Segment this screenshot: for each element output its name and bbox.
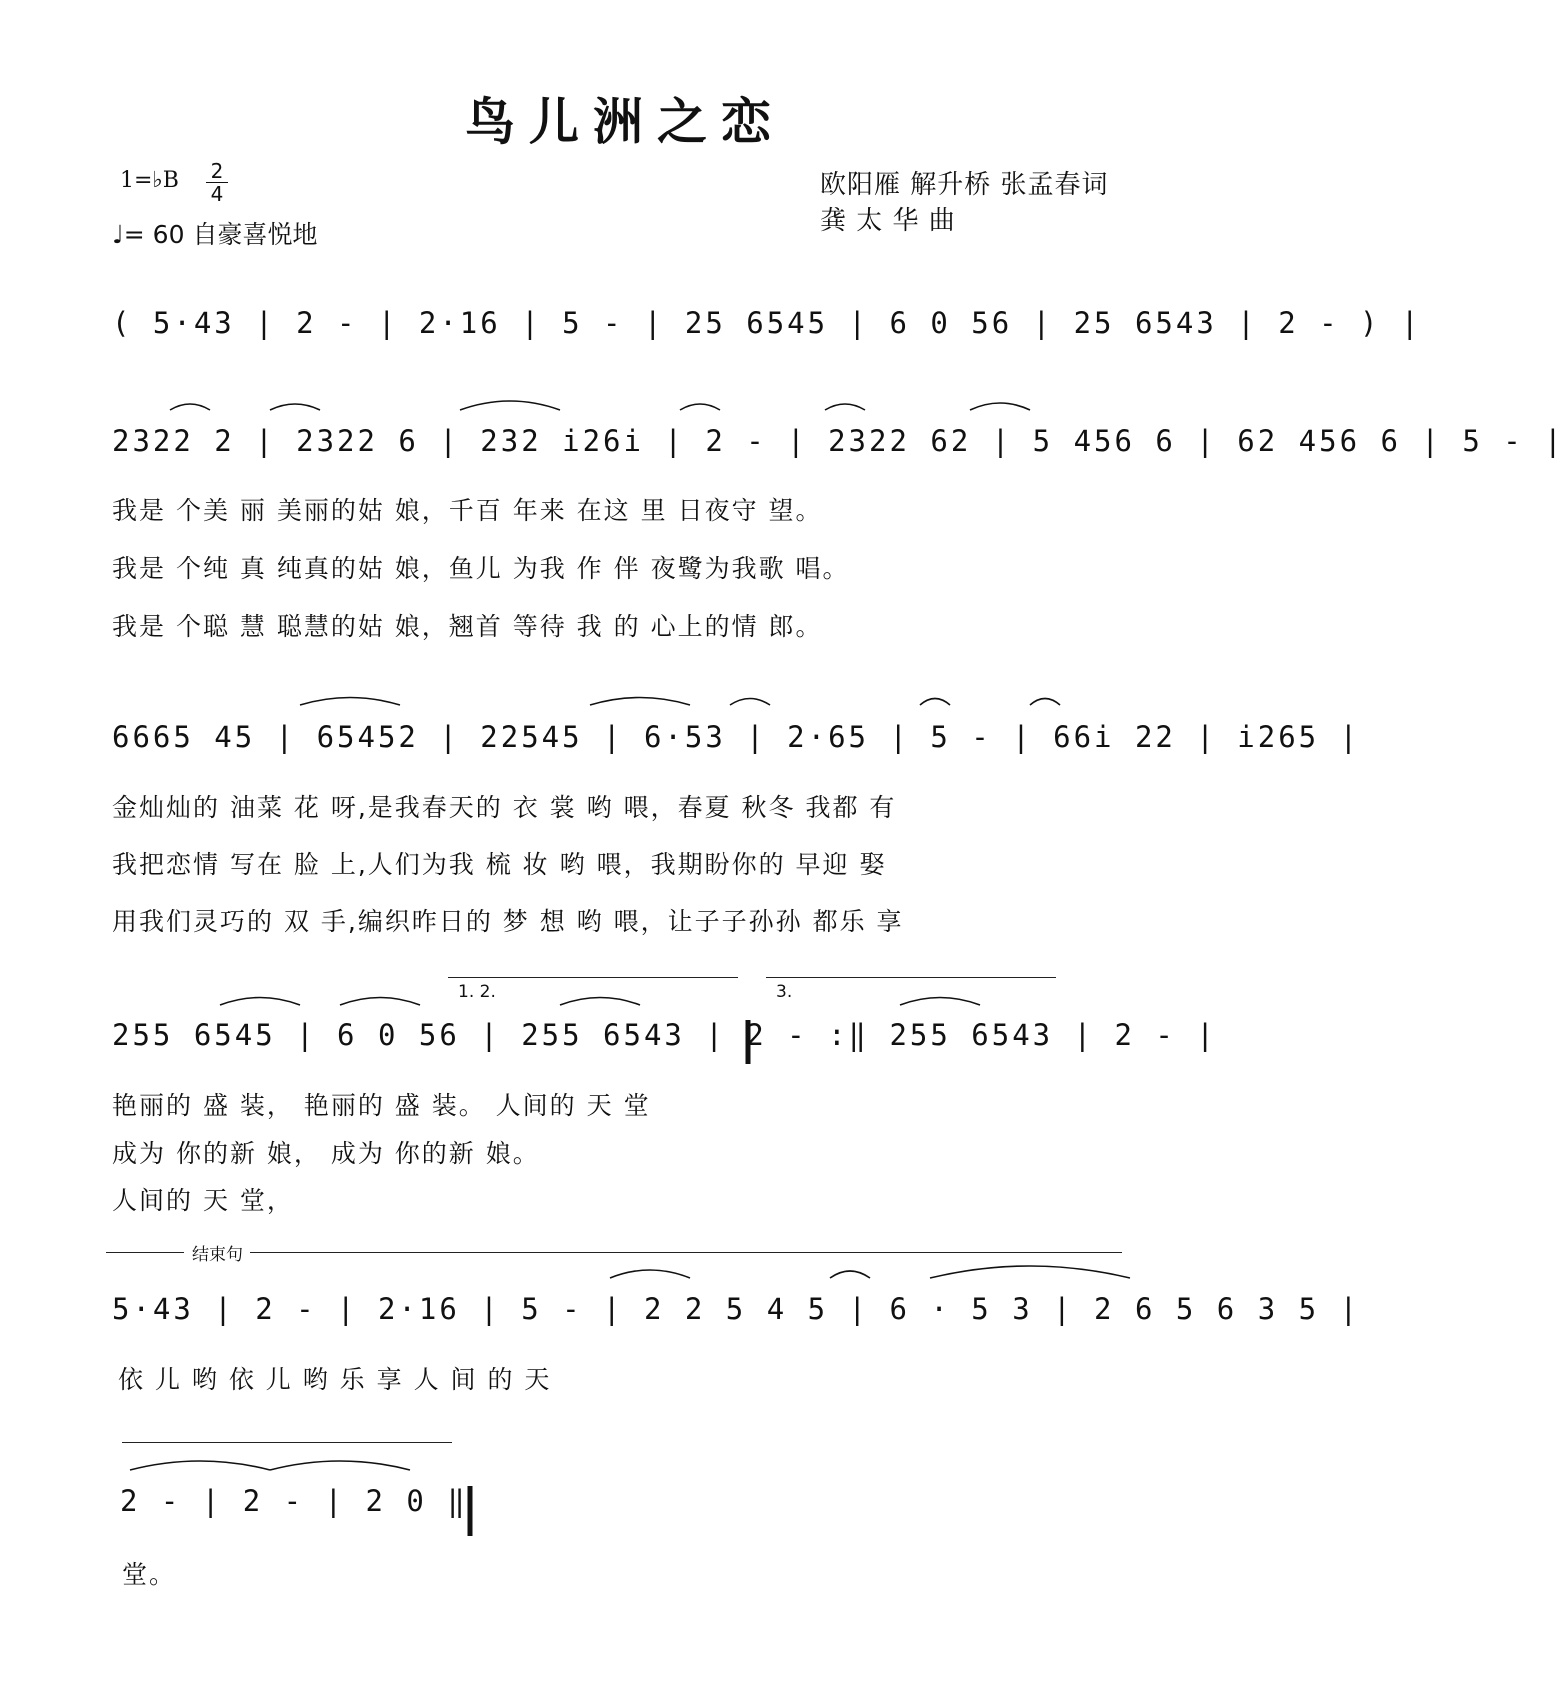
- lyrics-line-4-verse-1: 艳丽的 盛 装， 艳丽的 盛 装。 人间的 天 堂: [112, 1091, 651, 1120]
- score-line-2: 2322 2 | 2322 6 | 232 i26i | 2 - | 2322 62 | 5 456 6 | 62 456 6 | 5 - |: [112, 424, 1565, 458]
- lyrics-line-2-verse-2: 我是 个纯 真 纯真的姑 娘，鱼儿 为我 作 伴 夜鹭为我歌 唱。: [112, 554, 850, 583]
- tempo-marking: ♩= 60 自豪喜悦地: [112, 220, 318, 249]
- song-title: 鸟儿洲之恋: [465, 92, 785, 151]
- slur-mark: [300, 698, 400, 706]
- lyrics-line-4-verse-2: 成为 你的新 娘， 成为 你的新 娘。: [112, 1139, 540, 1168]
- slur-mark: [130, 1461, 270, 1470]
- slur-mark: [830, 1271, 870, 1278]
- time-signature-top: 2: [210, 159, 224, 183]
- slur-mark: [170, 404, 210, 410]
- lyrics-line-2-verse-1: 我是 个美 丽 美丽的姑 娘，千百 年来 在这 里 日夜守 望。: [112, 496, 823, 525]
- slur-mark: [900, 998, 980, 1006]
- composer-credit: 龚 太 华 曲: [820, 206, 956, 236]
- lyrics-line-4-verse-3: 人间的 天 堂，: [112, 1186, 294, 1215]
- slur-mark: [460, 401, 560, 410]
- lyrics-line-5: 依 儿 哟 依 儿 哟 乐 享 人 间 的 天: [118, 1365, 552, 1394]
- score-line-4: 255 6545 | 6 0 56 | 255 6543 | 2 - :‖ 255 6543 | 2 - |: [112, 1018, 1217, 1052]
- score-line-6: 2 - | 2 - | 2 0 ‖: [120, 1484, 468, 1518]
- slur-mark: [970, 403, 1030, 410]
- lyrics-line-6: 堂。: [122, 1560, 177, 1589]
- volta-label-3: 3.: [776, 982, 793, 1002]
- slur-mark: [560, 998, 640, 1006]
- lyrics-line-3-verse-1: 金灿灿的 油菜 花 呀,是我春天的 衣 裳 哟 喂，春夏 秋冬 我都 有: [112, 793, 897, 822]
- lyricist-credit: 欧阳雁 解升桥 张孟春词: [820, 170, 1109, 200]
- time-signature-bottom: 4: [210, 182, 224, 206]
- slur-mark: [220, 998, 300, 1006]
- slur-mark: [930, 1266, 1130, 1278]
- slur-mark: [270, 1461, 410, 1470]
- volta-label-1-2: 1. 2.: [458, 982, 496, 1002]
- slur-mark: [1030, 699, 1060, 706]
- key-signature: 1=♭B: [120, 168, 179, 193]
- lyrics-line-2-verse-3: 我是 个聪 慧 聪慧的姑 娘，翘首 等待 我 的 心上的情 郎。: [112, 612, 823, 641]
- score-line-5: 5·43 | 2 - | 2·16 | 5 - | 2 2 5 4 5 | 6 · 5 3 | 2 6 5 6 3 5 |: [112, 1292, 1361, 1326]
- coda-label: 结束句: [192, 1245, 243, 1265]
- lyrics-line-3-verse-3: 用我们灵巧的 双 手,编织昨日的 梦 想 哟 喂，让子子孙孙 都乐 享: [112, 907, 904, 936]
- slur-mark: [270, 404, 320, 410]
- lyrics-line-3-verse-2: 我把恋情 写在 脸 上,人们为我 梳 妆 哟 喂，我期盼你的 早迎 娶: [112, 850, 887, 879]
- slur-mark: [590, 698, 690, 706]
- slur-mark: [825, 404, 865, 410]
- slur-mark: [730, 699, 770, 706]
- score-line-3: 6665 45 | 65452 | 22545 | 6·53 | 2·65 | 5 - | 66i 22 | i265 |: [112, 720, 1361, 754]
- slur-mark: [680, 404, 720, 410]
- slur-mark: [340, 998, 420, 1006]
- slur-mark: [610, 1270, 690, 1278]
- score-line-1: ( 5·43 | 2 - | 2·16 | 5 - | 25 6545 | 6 0 56 | 25 6543 | 2 - ) |: [112, 306, 1422, 340]
- slur-mark: [920, 699, 950, 706]
